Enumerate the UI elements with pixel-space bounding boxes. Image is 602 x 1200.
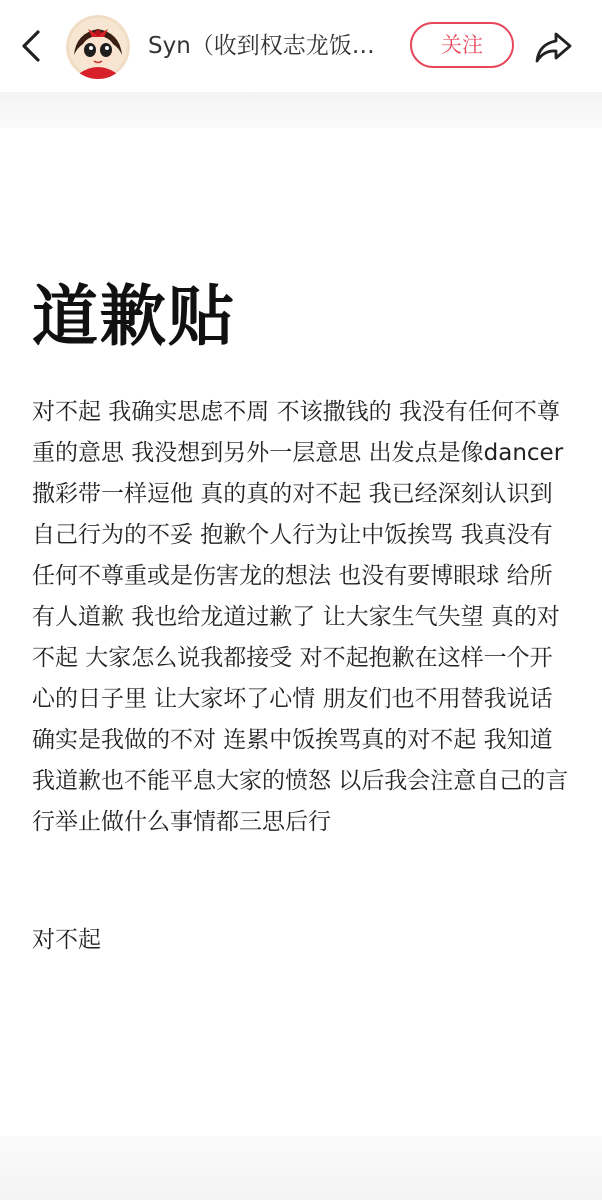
post-closing: 对不起 [32,927,101,953]
share-button[interactable] [532,26,574,68]
follow-button[interactable]: 关注 [410,22,514,68]
avatar-image [66,15,130,79]
avatar[interactable] [66,15,130,79]
back-button[interactable] [14,26,50,66]
header-divider-band [0,92,602,128]
share-arrow-icon [532,26,574,68]
post-body: 对不起 我确实思虑不周 不该撒钱的 我没有任何不尊重的意思 我没想到另外一层意思 出发点是像dancer撒彩带一样逗他 真的真的对不起 我已经深刻认识到自己行为的不妥 抱歉个人行为让中饭挨骂 我真没有任何不尊重或是伤害龙的想法 也没有要博眼球 给所有人道歉 我也给龙道过歉了 让大家生气失望 真的对不起 大家怎么说我都接受 对不起抱歉在这样一个开心的日子里 让大家坏了心情 朋友们也不用替我说话 确实是我做的不对 连累中饭挨骂真的对不起 我知道我道歉也不能平息大家的愤怒 以后我会注意自己的言行举止做什么事情都三思后行 [32,399,569,835]
post-title: 道歉贴 [32,278,236,355]
username[interactable]: Syn（收到权志龙饭… [148,33,375,59]
top-bar [0,0,602,92]
footer-band [0,1136,602,1200]
chevron-left-icon [14,26,50,66]
